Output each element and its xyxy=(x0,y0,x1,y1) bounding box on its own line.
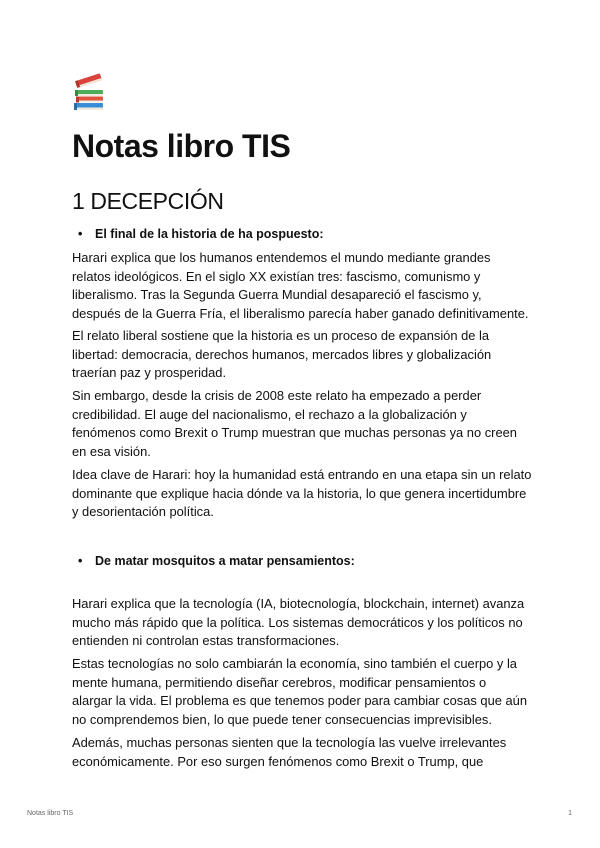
bullet-dot: • xyxy=(78,554,83,568)
text-line: liberalismo. Tras la Segunda Guerra Mundial desapareció el fascismo y, xyxy=(72,287,482,303)
text-line: en esa visión. xyxy=(72,443,151,459)
bullet-item xyxy=(78,225,324,243)
text-line: Harari explica que los humanos entendemos el mundo mediante grandes xyxy=(72,250,491,265)
bullet-dot: • xyxy=(78,227,83,241)
paragraph xyxy=(72,466,532,522)
paragraph xyxy=(72,249,532,323)
bullet-item xyxy=(78,552,355,570)
text-line: Harari explica que la tecnología (IA, biotecnología, blockchain, internet) avanza xyxy=(72,596,525,611)
text-line: y desorientación política. xyxy=(72,504,214,520)
text-line: fenómenos como Brexit o Trump muestran que muchas personas ya no creen xyxy=(72,425,517,441)
text-line: Sin embargo, desde la crisis de 2008 este relato ha empezado a perder xyxy=(72,388,482,403)
text-line: El relato liberal sostiene que la historia es un proceso de expansión de la xyxy=(72,328,490,343)
text-line: traerían paz y prosperidad. xyxy=(72,365,227,381)
text-line: económicamente. Por eso surgen fenómenos como Brexit o Trump, que xyxy=(72,753,484,769)
text-line: mucho más rápido que la política. Los sistemas democráticos y los políticos no xyxy=(72,614,523,630)
paragraph xyxy=(72,734,532,771)
text-line: Idea clave de Harari: hoy la humanidad está entrando en una etapa sin un relato xyxy=(72,467,532,482)
text-line: no comprendemos bien, lo que puede tener consecuencias imprevisibles. xyxy=(72,711,492,727)
text-line: Estas tecnologías no solo cambiarán la economía, sino también el cuerpo y la xyxy=(72,656,517,671)
paragraph xyxy=(72,595,532,651)
paragraph xyxy=(72,387,532,461)
page-title: Notas libro TIS xyxy=(72,128,291,164)
text-line: mente humana, permitiendo diseñar cerebros, modificar pensamientos o xyxy=(72,674,487,690)
text-line: credibilidad. El auge del nacionalismo, el rechazo a la globalización y xyxy=(72,406,467,422)
footer-page-number: 1 xyxy=(568,810,572,817)
text-line: relatos ideológicos. En el siglo XX existían tres: fascismo, comunismo y xyxy=(72,268,481,284)
paragraph xyxy=(72,655,532,729)
books-icon xyxy=(72,73,106,113)
bullet-text: De matar mosquitos a matar pensamientos: xyxy=(95,554,355,568)
text-line: después de la Guerra Fría, el liberalismo parecía haber ganado definitivamente. xyxy=(72,305,529,321)
paragraph xyxy=(72,327,532,383)
text-line: alargar la vida. El problema es que tenemos poder para cambiar cosas que aún xyxy=(72,693,528,709)
text-line: dominante que explique hacia dónde va la historia, lo que genera incertidumbre xyxy=(72,485,527,501)
bullet-text: El final de la historia de ha pospuesto: xyxy=(95,227,324,241)
footer-title: Notas libro TIS xyxy=(27,810,74,817)
section-heading: 1 DECEPCIÓN xyxy=(72,188,224,214)
text-line: Además, muchas personas sienten que la tecnología las vuelve irrelevantes xyxy=(72,735,507,750)
text-line: entienden ni controlan estas transformaciones. xyxy=(72,633,340,649)
text-line: libertad: democracia, derechos humanos, mercados libres y globalización xyxy=(72,346,492,362)
